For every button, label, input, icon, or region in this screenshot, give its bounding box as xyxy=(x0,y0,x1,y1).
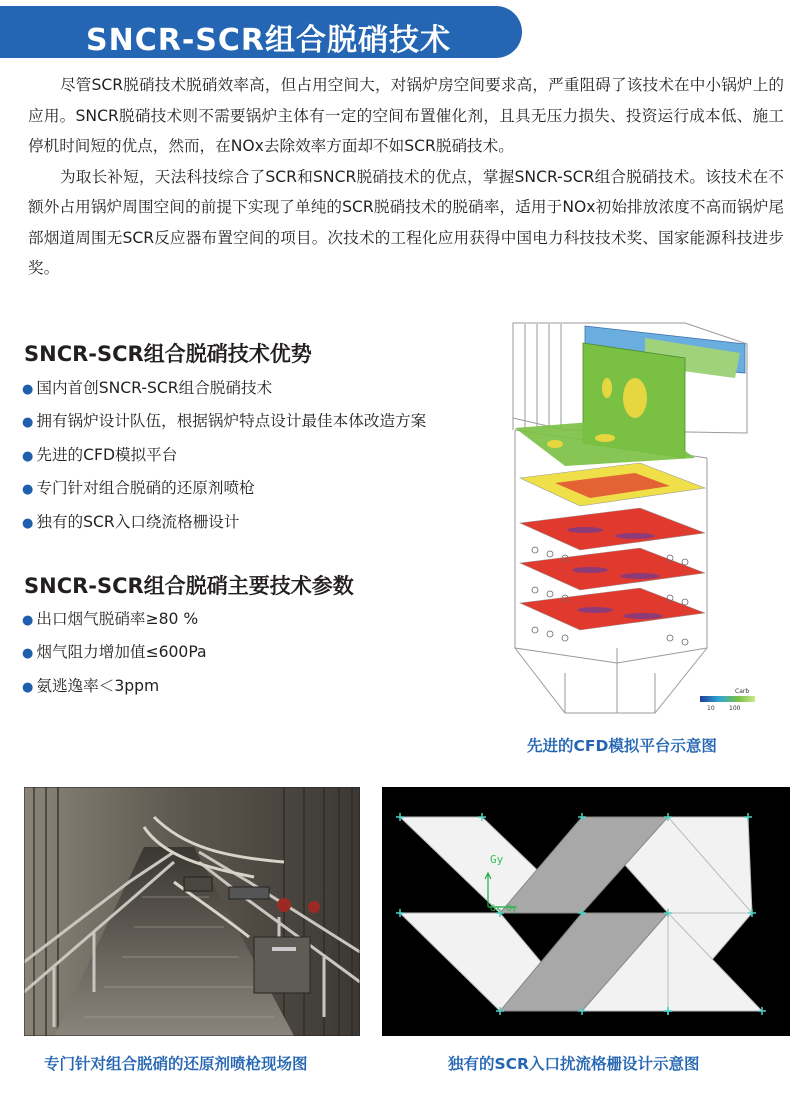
list-item: ● 国内首创SNCR-SCR组合脱硝技术 xyxy=(22,379,273,397)
bullet-icon: ● xyxy=(22,613,34,628)
flow-grid-diagram xyxy=(382,787,790,1036)
legend-title: Carb xyxy=(735,688,750,695)
intro-paragraph-2: 为取长补短，天法科技综合了SCR和SNCR脱硝技术的优点，掌握SNCR-SCR组合脱硝技术。该技术在不额外占用锅炉周围空间的前提下实现了单纯的SCR脱硝技术的脱硝率，适用于NOx初始排放浓度不高而锅炉尾部烟道周围无SCR反应器布置空间的项目。次技术的工程化应用获得中国电力科技技术奖、国家能源科技进步奖。 xyxy=(28,167,784,277)
contour-red-layer-3 xyxy=(520,588,705,630)
bullet-icon: ● xyxy=(22,382,34,397)
title-banner xyxy=(0,6,522,58)
photo-illustration xyxy=(24,787,360,1036)
list-item: ● 氨逃逸率＜3ppm xyxy=(22,676,160,695)
cfd-caption: 先进的CFD模拟平台示意图 xyxy=(527,737,717,755)
bullet-icon: ● xyxy=(22,448,34,464)
bullet-icon: ● xyxy=(22,482,34,498)
list-item: ● 拥有锅炉设计队伍，根据锅炉特点设计最佳本体改造方案 xyxy=(22,412,427,431)
contour-red-layer-1 xyxy=(520,508,705,550)
list-item: ● 出口烟气脱硝率≥80 % xyxy=(22,610,199,628)
nozzle-site-photo xyxy=(24,787,360,1036)
grid-caption: 独有的SCR入口扰流格栅设计示意图 xyxy=(448,1055,700,1073)
advantages-list xyxy=(22,372,426,539)
bullet-icon: ● xyxy=(22,679,34,695)
bullet-icon: ● xyxy=(22,515,34,531)
axis-label-origin: Gx Gy xyxy=(490,904,518,914)
list-item: ● 独有的SCR入口绕流格栅设计 xyxy=(22,512,240,531)
legend-tick-10: 10 xyxy=(707,705,715,712)
list-item: ● 烟气阻力增加值≤600Pa xyxy=(22,643,207,662)
contour-red-layer-2 xyxy=(520,548,705,590)
cfd-diagram xyxy=(495,318,763,720)
flow-grid-figure xyxy=(382,787,790,1036)
axis-label-gy: Gy xyxy=(490,853,504,866)
page-title: SNCR-SCR组合脱硝技术 xyxy=(86,23,452,58)
list-item: ● 专门针对组合脱硝的还原剂喷枪 xyxy=(22,479,255,498)
bullet-icon: ● xyxy=(22,646,34,662)
cfd-simulation-figure xyxy=(495,318,763,720)
photo-caption: 专门针对组合脱硝的还原剂喷枪现场图 xyxy=(44,1055,308,1073)
list-item: ● 先进的CFD模拟平台 xyxy=(22,445,178,464)
advantages-heading: SNCR-SCR组合脱硝技术优势 xyxy=(24,342,312,366)
intro-section xyxy=(28,70,784,284)
color-legend-bar xyxy=(700,696,755,702)
junction-box xyxy=(254,937,310,993)
parameters-heading: SNCR-SCR组合脱硝主要技术参数 xyxy=(24,574,354,598)
parameters-list xyxy=(22,603,207,703)
legend-tick-100: 100 xyxy=(729,705,741,712)
contour-yellow-spot xyxy=(623,378,647,418)
intro-paragraph-1: 尽管SCR脱硝技术脱硝效率高，但占用空间大，对锅炉房空间要求高，严重阻碍了该技术在中小锅炉上的应用。SNCR脱硝技术则不需要锅炉主体有一定的空间布置催化剂，且具无压力损失、投资运行成本低、施工停机时间短的优点，然而，在NOx去除效率方面却不如SCR脱硝技术。 xyxy=(28,76,784,155)
bullet-icon: ● xyxy=(22,415,34,431)
